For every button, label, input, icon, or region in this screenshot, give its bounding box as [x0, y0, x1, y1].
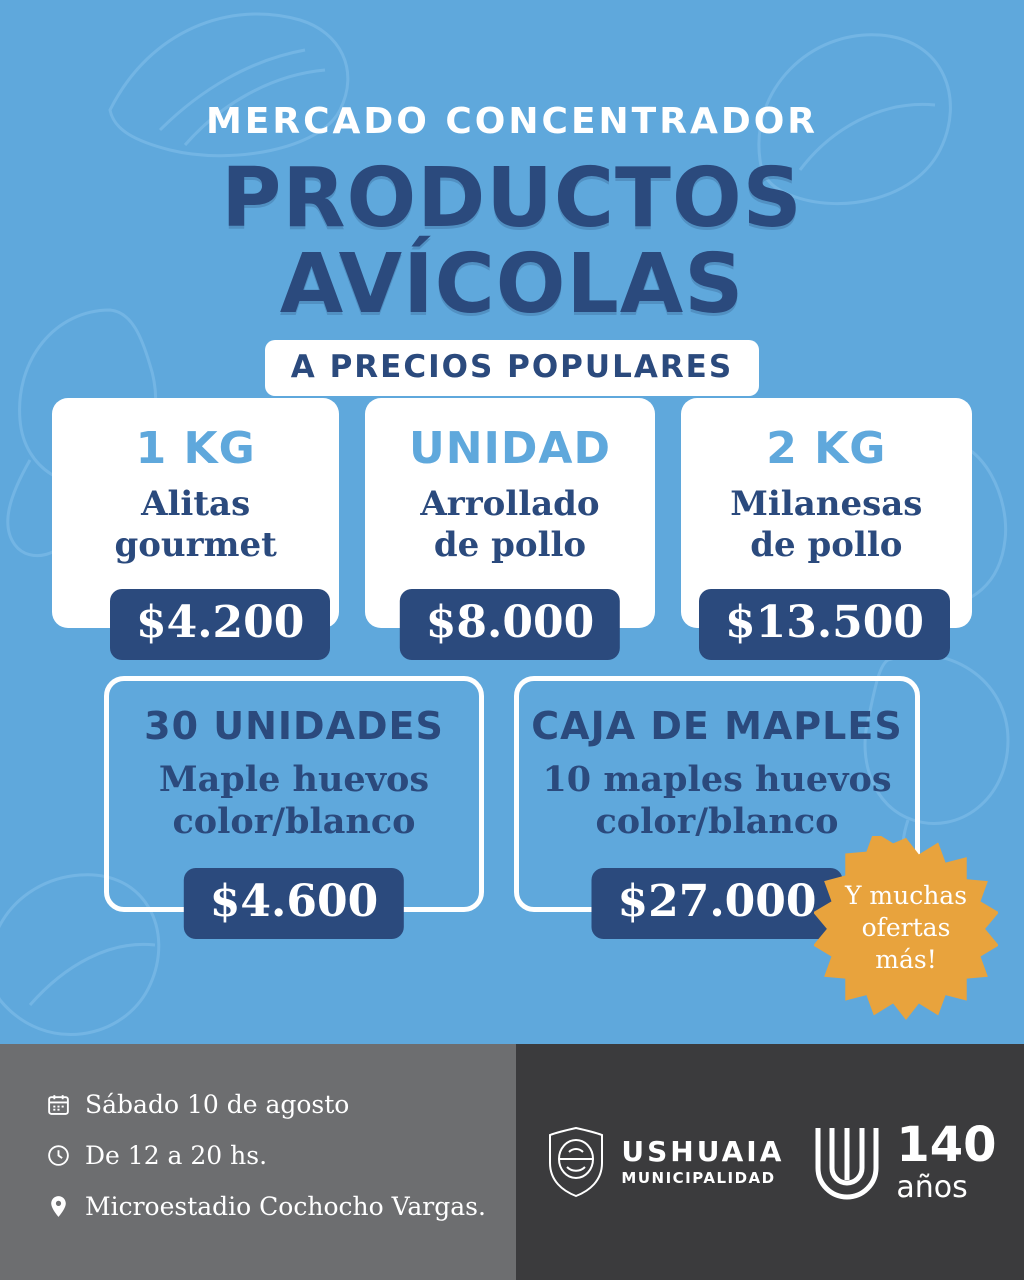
u-mark-icon	[810, 1122, 884, 1202]
product-name-line2: gourmet	[114, 524, 277, 565]
info-location	[46, 1192, 516, 1221]
info-time-text: De 12 a 20 hs.	[85, 1141, 268, 1170]
anniversary-text	[896, 1117, 997, 1205]
product-card-alitas	[52, 398, 339, 648]
product-name-line1: Milanesas	[730, 484, 923, 525]
product-name-line2: color/blanco	[172, 800, 416, 842]
anniversary-label: años	[896, 1170, 968, 1205]
badge-label	[814, 836, 998, 1020]
product-quantity: 30 UNIDADES	[144, 704, 444, 748]
product-name-line2: de pollo	[750, 524, 903, 565]
product-quantity: CAJA DE MAPLES	[531, 704, 903, 748]
badge-line-1: Y muchas	[844, 881, 968, 910]
ushuaia-crest-icon	[543, 1125, 609, 1199]
municipality-subtitle: MUNICIPALIDAD	[621, 1169, 776, 1187]
kicker-text: MERCADO CONCENTRADOR	[205, 101, 819, 142]
event-info	[0, 1044, 516, 1280]
poster-footer	[0, 1044, 1024, 1280]
product-price: $4.600	[184, 868, 404, 939]
product-price: $8.000	[400, 589, 620, 660]
info-time	[46, 1141, 516, 1170]
footer-logos	[516, 1044, 1024, 1280]
municipality-name: USHUAIA	[621, 1135, 785, 1168]
product-name-line2: color/blanco	[595, 800, 839, 842]
product-card-maple-huevos	[104, 676, 484, 927]
product-name-line1: 10 maples huevos	[542, 758, 892, 800]
info-date-text: Sábado 10 de agosto	[85, 1090, 350, 1119]
clock-icon	[46, 1143, 71, 1168]
subtitle-banner: A PRECIOS POPULARES	[265, 340, 759, 396]
product-card-arrollado	[365, 398, 654, 648]
info-location-text: Microestadio Cochocho Vargas.	[85, 1192, 486, 1221]
page-title: PRODUCTOS AVÍCOLAS	[221, 151, 803, 333]
anniversary-number: 140	[896, 1117, 997, 1173]
product-name	[62, 484, 329, 566]
product-name	[375, 484, 644, 566]
product-quantity: 1 KG	[135, 423, 256, 474]
product-name	[119, 759, 469, 843]
product-name	[529, 759, 905, 843]
product-row-top	[52, 398, 972, 648]
product-quantity: UNIDAD	[408, 423, 612, 474]
product-price: $27.000	[591, 868, 842, 939]
more-offers-badge	[814, 836, 998, 1020]
product-name-line1: Maple huevos	[158, 758, 430, 800]
municipality-wordmark	[621, 1135, 785, 1187]
product-card-milanesas	[681, 398, 972, 648]
municipality-logo	[543, 1125, 784, 1199]
product-name-line2: de pollo	[433, 524, 587, 565]
product-price: $13.500	[699, 589, 950, 660]
product-name	[691, 484, 962, 566]
badge-line-3: más!	[875, 945, 937, 974]
pin-icon	[46, 1194, 71, 1219]
product-name-line1: Alitas	[141, 484, 251, 525]
anniversary-logo	[810, 1117, 997, 1205]
calendar-icon	[46, 1092, 71, 1117]
info-date	[46, 1090, 516, 1119]
poster-header	[0, 101, 1024, 396]
product-quantity: 2 KG	[766, 423, 887, 474]
product-price: $4.200	[110, 589, 330, 660]
product-name-line1: Arrollado	[420, 484, 600, 525]
badge-line-2: ofertas	[861, 913, 951, 942]
